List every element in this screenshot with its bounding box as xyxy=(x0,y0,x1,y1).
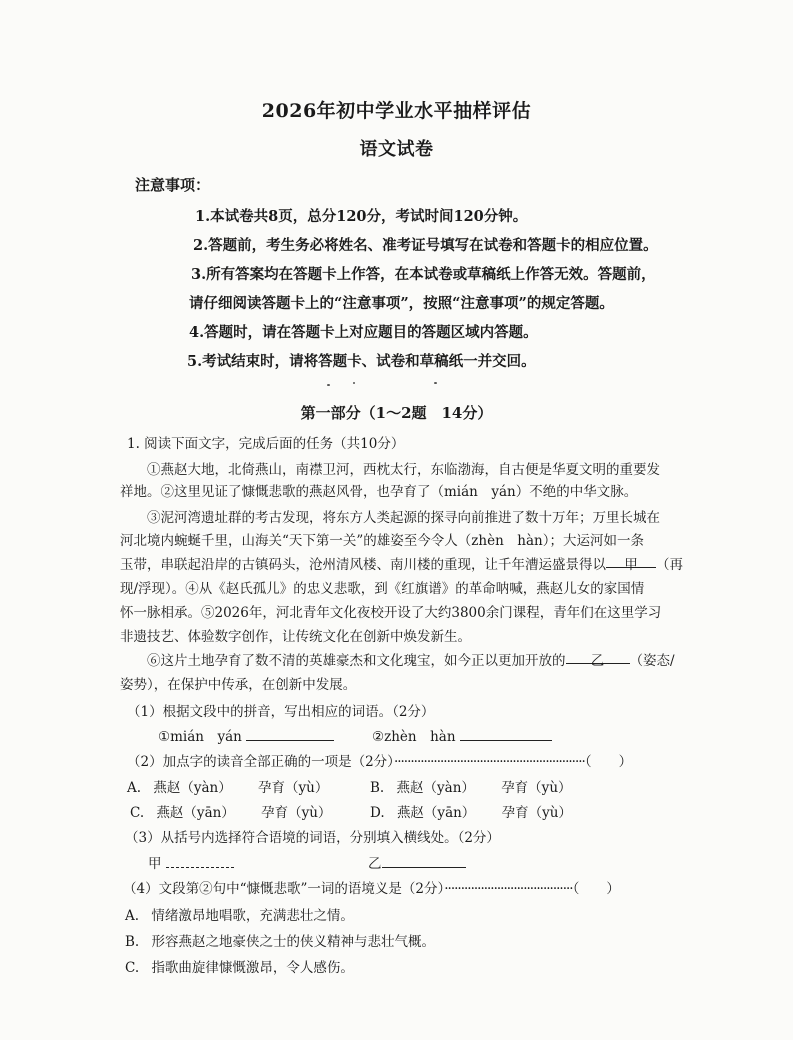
passage-text: ⑥这片土地孕育了数不清的英雄豪杰和文化瑰宝，如今正以更加开放的 xyxy=(147,653,566,669)
sub3-yi: 乙 xyxy=(368,852,466,872)
passage-line: 祥地。②这里见证了慷慨悲歌的燕赵风骨，也孕育了（mián yán）不绝的中华文脉。 xyxy=(120,484,638,500)
section-heading: 第一部分（1～2题 14分） xyxy=(300,404,493,422)
scan-speck xyxy=(327,384,330,386)
scan-speck xyxy=(434,382,437,384)
answer-blank xyxy=(382,853,466,868)
passage-line: 现/浮现）。④从《赵氏孤儿》的忠义悲歌，到《红旗谱》的革命呐喊，燕赵儿女的家国情 xyxy=(120,581,645,597)
passage-line xyxy=(147,649,675,669)
sub-question-3: （3）从括号内选择符合语境的词语，分别填入横线处。（2分） xyxy=(125,830,500,846)
option-c: C. 燕赵（yān） 孕育（yù） xyxy=(130,805,332,821)
answer-blank xyxy=(246,726,334,741)
notice-item: 请仔细阅读答题卡上的“注意事项”，按照“注意事项”的规定答题。 xyxy=(189,295,614,312)
notice-item: 5.考试结束时，请将答题卡、试卷和草稿纸一并交回。 xyxy=(187,353,536,370)
answer-blank xyxy=(460,726,552,741)
exam-subject: 语文试卷 xyxy=(359,139,434,160)
option-a: A. 燕赵（yàn） 孕育（yù） xyxy=(127,780,329,796)
blank-yi: 乙 xyxy=(566,649,630,664)
option-a: A. 情绪激昂地唱歌，充满悲壮之情。 xyxy=(125,908,354,924)
passage-line: 河北境内蜿蜒千里，山海关“天下第一关”的雄姿至今令人（zhèn hàn）；大运河如一条 xyxy=(120,533,644,549)
notice-item: 1.本试卷共8页，总分120分，考试时间120分钟。 xyxy=(195,208,528,225)
notice-item: 3.所有答案均在答题卡上作答，在本试卷或草稿纸上作答无效。答题前， xyxy=(191,266,656,283)
option-b: B. 形容燕赵之地豪侠之士的侠义精神与悲壮气概。 xyxy=(125,934,436,950)
passage-line: 非遗技艺、体验数字创作，让传统文化在创新中焕发新生。 xyxy=(120,629,471,645)
passage-line: 姿势），在保护中传承，在创新中发展。 xyxy=(120,677,357,693)
sub1-item-b: ②zhèn hàn xyxy=(372,725,552,745)
blank-jia: 甲 xyxy=(606,553,656,568)
sub1-item-a: ①mián yán xyxy=(158,725,334,745)
answer-blank xyxy=(166,853,234,868)
scan-speck xyxy=(353,382,355,384)
notice-item: 4.答题时，请在答题卡上对应题目的答题区域内答题。 xyxy=(189,324,538,341)
blank-yi-options: （姿态/ xyxy=(629,653,675,669)
sub-question-1: （1）根据文段中的拼音，写出相应的词语。（2分） xyxy=(127,704,435,720)
passage-line xyxy=(120,553,683,573)
sub-question-2: （2）加点字的读音全部正确的一项是（2分）··························································（ ） xyxy=(127,754,633,770)
dot-leader: ·························································· xyxy=(393,754,585,770)
passage-text: 玉带，串联起沿岸的古镇码头，沧州清风楼、南川楼的重现，让千年漕运盛景得以 xyxy=(120,557,606,573)
passage-line: ①燕赵大地，北倚燕山，南襟卫河，西枕太行，东临渤海，自古便是华夏文明的重要发 xyxy=(147,462,660,478)
notice-item: 2.答题前，考生务必将姓名、准考证号填写在试卷和答题卡的相应位置。 xyxy=(193,237,658,254)
question-stem: 1. 阅读下面文字，完成后面的任务（共10分） xyxy=(127,436,405,452)
passage-line: ③泥河湾遗址群的考古发现，将东方人类起源的探寻向前推进了数十万年；万里长城在 xyxy=(147,510,660,526)
passage-line: 怀一脉相承。⑤2026年，河北青年文化夜校开设了大约3800余门课程，青年们在这里学习 xyxy=(120,605,662,621)
blank-jia-options: （再 xyxy=(656,557,683,573)
option-c: C. 指歌曲旋律慷慨激昂，令人感伤。 xyxy=(125,960,354,976)
option-d: D. 燕赵（yān） 孕育（yù） xyxy=(370,805,572,821)
notice-heading: 注意事项： xyxy=(135,176,211,194)
exam-title: 2026年初中学业水平抽样评估 xyxy=(261,100,532,122)
option-b: B. 燕赵（yàn） 孕育（yù） xyxy=(370,780,572,796)
dot-leader: ······································· xyxy=(444,881,573,897)
sub-question-4: （4）文段第②句中“慷慨悲歌”一词的语境义是（2分）·······································（ ） xyxy=(123,881,620,897)
sub3-jia: 甲 xyxy=(148,852,234,872)
